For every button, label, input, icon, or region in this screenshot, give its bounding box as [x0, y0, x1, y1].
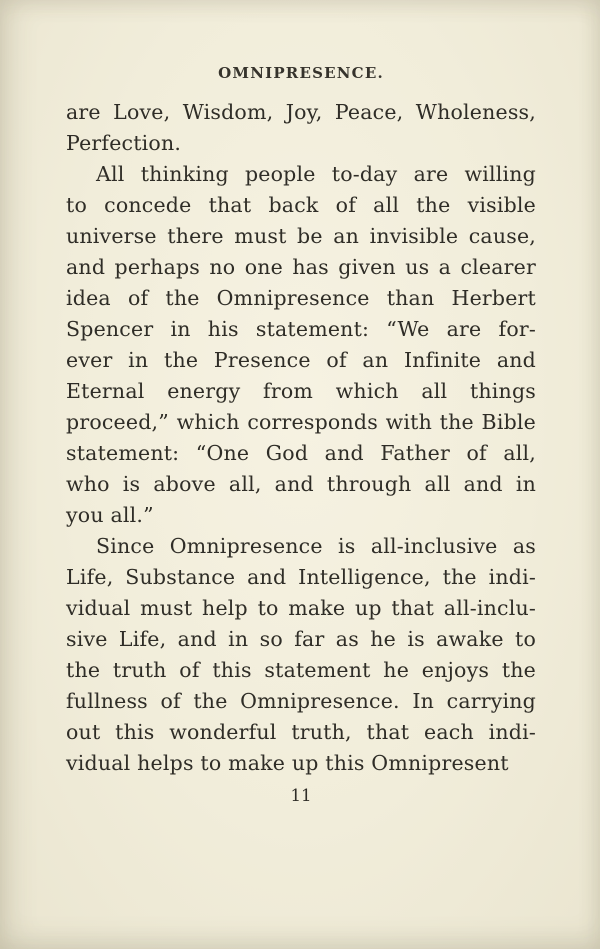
- text-line: to concede that back of all the visible: [66, 193, 536, 217]
- text-line: the truth of this statement he enjoys the: [66, 658, 536, 682]
- text-line: ever in the Presence of an Infinite and: [66, 348, 536, 372]
- text-line: Perfection.: [66, 131, 182, 155]
- text-line: universe there must be an invisible cause,: [66, 224, 536, 248]
- text-line: Eternal energy from which all things: [66, 379, 536, 403]
- text-line: you all.”: [66, 503, 154, 527]
- text-line: Life, Substance and Intelligence, the indi-: [66, 565, 536, 589]
- paragraph: [66, 531, 536, 779]
- paragraph: [66, 159, 536, 531]
- text-line: fullness of the Omnipresence. In carrying: [66, 689, 536, 713]
- text-line: vidual must help to make up that all-inclu-: [66, 596, 536, 620]
- text-line: vidual helps to make up this Omnipresent: [66, 751, 509, 775]
- page-body: [66, 97, 536, 779]
- text-line: and perhaps no one has given us a clearer: [66, 255, 536, 279]
- text-line: out this wonderful truth, that each indi-: [66, 720, 536, 744]
- text-line: proceed,” which corresponds with the Bible: [66, 410, 536, 434]
- text-line: who is above all, and through all and in: [66, 472, 536, 496]
- text-line: All thinking people to-day are willing: [96, 162, 536, 186]
- page-number: 11: [290, 786, 312, 805]
- running-head: OMNIPRESENCE.: [218, 64, 384, 82]
- text-line: Since Omnipresence is all-inclusive as: [96, 534, 536, 558]
- text-line: sive Life, and in so far as he is awake to: [66, 627, 536, 651]
- paragraph: [66, 97, 536, 159]
- text-line: Spencer in his statement: “We are for-: [66, 317, 536, 341]
- text-line: are Love, Wisdom, Joy, Peace, Wholeness,: [66, 100, 536, 124]
- text-line: idea of the Omnipresence than Herbert: [66, 286, 536, 310]
- text-line: statement: “One God and Father of all,: [66, 441, 536, 465]
